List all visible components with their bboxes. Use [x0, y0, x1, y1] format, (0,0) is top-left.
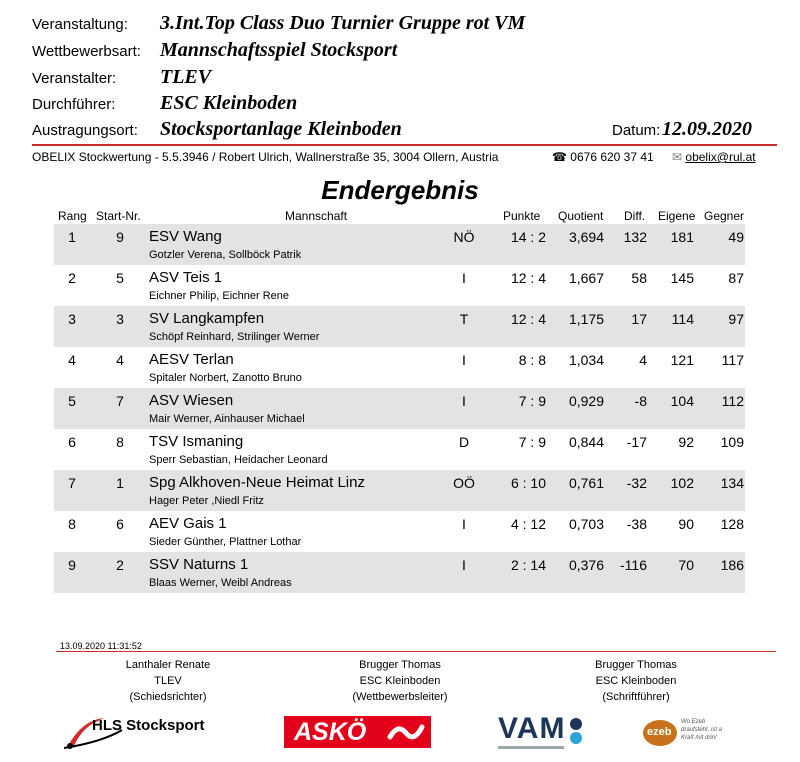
- own-score-cell: 92: [678, 434, 694, 450]
- header-row-veranstaltung: [32, 12, 772, 42]
- team-name-cell: ASV Teis 1: [149, 269, 223, 286]
- start-number-cell: 6: [116, 516, 124, 532]
- phone-info: [552, 150, 654, 164]
- durchfuehrer-label: Durchführer:: [32, 96, 116, 113]
- email-info: [672, 150, 756, 164]
- page-title: Endergebnis: [321, 175, 479, 205]
- table-row: [54, 388, 745, 429]
- players-cell: Gotzler Verena, Sollböck Patrik: [149, 249, 302, 261]
- opponent-score-cell: 186: [720, 557, 744, 573]
- country-cell: T: [459, 311, 469, 327]
- start-number-cell: 2: [116, 557, 124, 573]
- austragungsort-label: Austragungsort:: [32, 122, 138, 139]
- ezeb-logo: [643, 712, 733, 752]
- quotient-cell: 1,175: [568, 311, 604, 327]
- print-timestamp: 13.09.2020 11:31:52: [60, 641, 142, 651]
- signature-referee: [68, 657, 268, 705]
- opponent-score-cell: 117: [721, 352, 744, 368]
- signature-name: Brugger Thomas: [359, 659, 441, 671]
- players-cell: Mair Werner, Ainhauser Michael: [149, 413, 305, 425]
- start-number-cell: 3: [116, 311, 124, 327]
- software-credit: OBELIX Stockwertung - 5.5.3946 / Robert Ulrich, Wallnerstraße 35, 3004 Ollern, Austria: [32, 150, 499, 164]
- austragungsort-value: Stocksportanlage Kleinboden: [160, 118, 402, 140]
- points-cell: 8 : 8: [518, 352, 546, 368]
- quotient-cell: 1,034: [568, 352, 604, 368]
- col-start: Start-Nr.: [96, 209, 141, 223]
- quotient-cell: 0,761: [568, 475, 604, 491]
- points-cell: 7 : 9: [518, 434, 546, 450]
- start-number-cell: 4: [116, 352, 124, 368]
- team-name-cell: SSV Naturns 1: [149, 556, 249, 573]
- hls-logo-text: HLS Stocksport: [92, 717, 205, 734]
- col-rang: Rang: [58, 209, 87, 223]
- email-link[interactable]: obelix@rul.at: [685, 150, 756, 164]
- phone-icon: ☎: [552, 150, 567, 164]
- opponent-score-cell: 112: [721, 393, 744, 409]
- hls-stocksport-logo: [62, 712, 232, 752]
- rank-cell: 8: [68, 516, 76, 532]
- country-cell: NÖ: [453, 229, 475, 245]
- signature-club: ESC Kleinboden: [595, 675, 677, 687]
- signature-role: (Schriftführer): [602, 691, 670, 703]
- rank-cell: 6: [68, 434, 76, 450]
- ezeb-badge-icon: [643, 720, 677, 746]
- signature-role: (Wettbewerbsleiter): [352, 691, 448, 703]
- difference-cell: 17: [631, 311, 647, 327]
- signature-competition-lead: [300, 657, 500, 705]
- software-info: [32, 150, 762, 166]
- signature-name: Lanthaler Renate: [125, 659, 211, 671]
- col-diff: Diff.: [624, 209, 646, 223]
- difference-cell: 4: [639, 352, 647, 368]
- start-number-cell: 1: [116, 475, 124, 491]
- points-cell: 2 : 14: [510, 557, 546, 573]
- veranstaltung-value: 3.Int.Top Class Duo Turnier Gruppe rot VM: [160, 12, 526, 34]
- team-name-cell: ASV Wiesen: [149, 392, 234, 409]
- quotient-cell: 0,376: [568, 557, 604, 573]
- table-row: [54, 552, 745, 593]
- country-cell: I: [462, 352, 466, 368]
- vam-logo: [498, 712, 588, 752]
- team-name-cell: AESV Terlan: [149, 351, 234, 368]
- country-cell: I: [462, 393, 466, 409]
- vam-subline: [498, 746, 564, 749]
- ezeb-logo-text: ezeb: [647, 726, 672, 738]
- mail-icon: ✉: [672, 150, 683, 164]
- table-row: [54, 429, 745, 470]
- header-divider: [32, 144, 777, 146]
- own-score-cell: 70: [678, 557, 694, 573]
- table-row: [54, 511, 745, 552]
- difference-cell: -38: [626, 516, 647, 532]
- datum-label: Datum:: [612, 122, 661, 139]
- opponent-score-cell: 87: [728, 270, 744, 286]
- points-cell: 14 : 2: [510, 229, 546, 245]
- durchfuehrer-value: ESC Kleinboden: [160, 92, 298, 114]
- country-cell: D: [458, 434, 470, 450]
- signature-recorder: [536, 657, 736, 705]
- points-cell: 4 : 12: [510, 516, 546, 532]
- points-cell: 6 : 10: [510, 475, 546, 491]
- table-row: [54, 470, 745, 511]
- rank-cell: 9: [68, 557, 76, 573]
- quotient-cell: 0,929: [568, 393, 604, 409]
- country-cell: I: [462, 557, 466, 573]
- team-name-cell: TSV Ismaning: [149, 433, 244, 450]
- own-score-cell: 104: [670, 393, 694, 409]
- team-name-cell: AEV Gais 1: [149, 515, 227, 532]
- table-row: [54, 306, 745, 347]
- players-cell: Eichner Philip, Eichner Rene: [149, 290, 290, 302]
- wettbewerbsart-label: Wettbewerbsart:: [32, 43, 141, 60]
- wettbewerbsart-value: Mannschaftsspiel Stocksport: [160, 39, 398, 61]
- header-row-veranstalter: [32, 66, 772, 96]
- col-quotient: Quotient: [558, 209, 604, 223]
- country-cell: I: [462, 270, 466, 286]
- askoe-wave-icon: [386, 717, 426, 747]
- opponent-score-cell: 109: [720, 434, 744, 450]
- difference-cell: 132: [623, 229, 647, 245]
- veranstalter-value: TLEV: [160, 66, 212, 88]
- quotient-cell: 1,667: [568, 270, 604, 286]
- own-score-cell: 145: [670, 270, 694, 286]
- own-score-cell: 121: [670, 352, 694, 368]
- vam-dots-icon: [566, 716, 586, 746]
- col-gegner: Gegner: [704, 209, 745, 223]
- datum-value: 12.09.2020: [662, 118, 752, 140]
- players-cell: Blaas Werner, Weibl Andreas: [149, 577, 292, 589]
- col-punkte: Punkte: [503, 209, 541, 223]
- players-cell: Hager Peter ,Niedl Fritz: [149, 495, 264, 507]
- col-team: Mannschaft: [285, 209, 348, 223]
- opponent-score-cell: 134: [720, 475, 744, 491]
- table-row: [54, 347, 745, 388]
- team-name-cell: SV Langkampfen: [149, 310, 265, 327]
- quotient-cell: 0,703: [568, 516, 604, 532]
- opponent-score-cell: 97: [728, 311, 744, 327]
- team-name-cell: ESV Wang: [149, 228, 222, 245]
- difference-cell: -32: [626, 475, 647, 491]
- players-cell: Sieder Günther, Plattner Lothar: [149, 536, 302, 548]
- difference-cell: -8: [634, 393, 647, 409]
- own-score-cell: 114: [671, 311, 694, 327]
- opponent-score-cell: 128: [720, 516, 744, 532]
- signature-role: (Schiedsrichter): [129, 691, 207, 703]
- signature-club: TLEV: [154, 675, 182, 687]
- phone-number: 0676 620 37 41: [570, 150, 654, 164]
- difference-cell: -116: [620, 557, 647, 573]
- askoe-logo-text: ASKÖ: [294, 718, 367, 746]
- points-cell: 12 : 4: [510, 311, 546, 327]
- rank-cell: 3: [68, 311, 76, 327]
- table-row: [54, 224, 745, 265]
- header-row-wettbewerbsart: [32, 39, 772, 69]
- start-number-cell: 9: [116, 229, 124, 245]
- players-cell: Sperr Sebastian, Heidacher Leonard: [149, 454, 328, 466]
- country-cell: OÖ: [453, 475, 475, 491]
- points-cell: 7 : 9: [518, 393, 546, 409]
- points-cell: 12 : 4: [510, 270, 546, 286]
- start-number-cell: 8: [116, 434, 124, 450]
- ezeb-slogan: Wo Ezeb draufsteht, ist a Kraft mit drin!: [681, 719, 723, 741]
- opponent-score-cell: 49: [728, 229, 744, 245]
- results-table: [54, 224, 745, 593]
- signature-divider: [56, 651, 776, 652]
- rank-cell: 5: [68, 393, 76, 409]
- signature-name: Brugger Thomas: [595, 659, 677, 671]
- rank-cell: 1: [68, 229, 76, 245]
- start-number-cell: 7: [116, 393, 124, 409]
- difference-cell: -17: [626, 434, 647, 450]
- country-cell: I: [462, 516, 466, 532]
- players-cell: Schöpf Reinhard, Strilinger Werner: [149, 331, 320, 343]
- askoe-logo: [284, 716, 431, 748]
- table-row: [54, 265, 745, 306]
- players-cell: Spitaler Norbert, Zanotto Bruno: [149, 372, 302, 384]
- difference-cell: 58: [631, 270, 647, 286]
- team-name-cell: Spg Alkhoven-Neue Heimat Linz: [149, 474, 365, 491]
- col-eigene: Eigene: [658, 209, 696, 223]
- own-score-cell: 181: [670, 229, 694, 245]
- header-row-durchfuehrer: [32, 92, 772, 122]
- vam-logo-text: VAM: [498, 712, 566, 745]
- rank-cell: 2: [68, 270, 76, 286]
- own-score-cell: 90: [678, 516, 694, 532]
- rank-cell: 4: [68, 352, 76, 368]
- quotient-cell: 3,694: [568, 229, 604, 245]
- veranstaltung-label: Veranstaltung:: [32, 16, 128, 33]
- signature-club: ESC Kleinboden: [359, 675, 441, 687]
- rank-cell: 7: [68, 475, 76, 491]
- quotient-cell: 0,844: [568, 434, 604, 450]
- start-number-cell: 5: [116, 270, 124, 286]
- own-score-cell: 102: [670, 475, 694, 491]
- veranstalter-label: Veranstalter:: [32, 70, 117, 87]
